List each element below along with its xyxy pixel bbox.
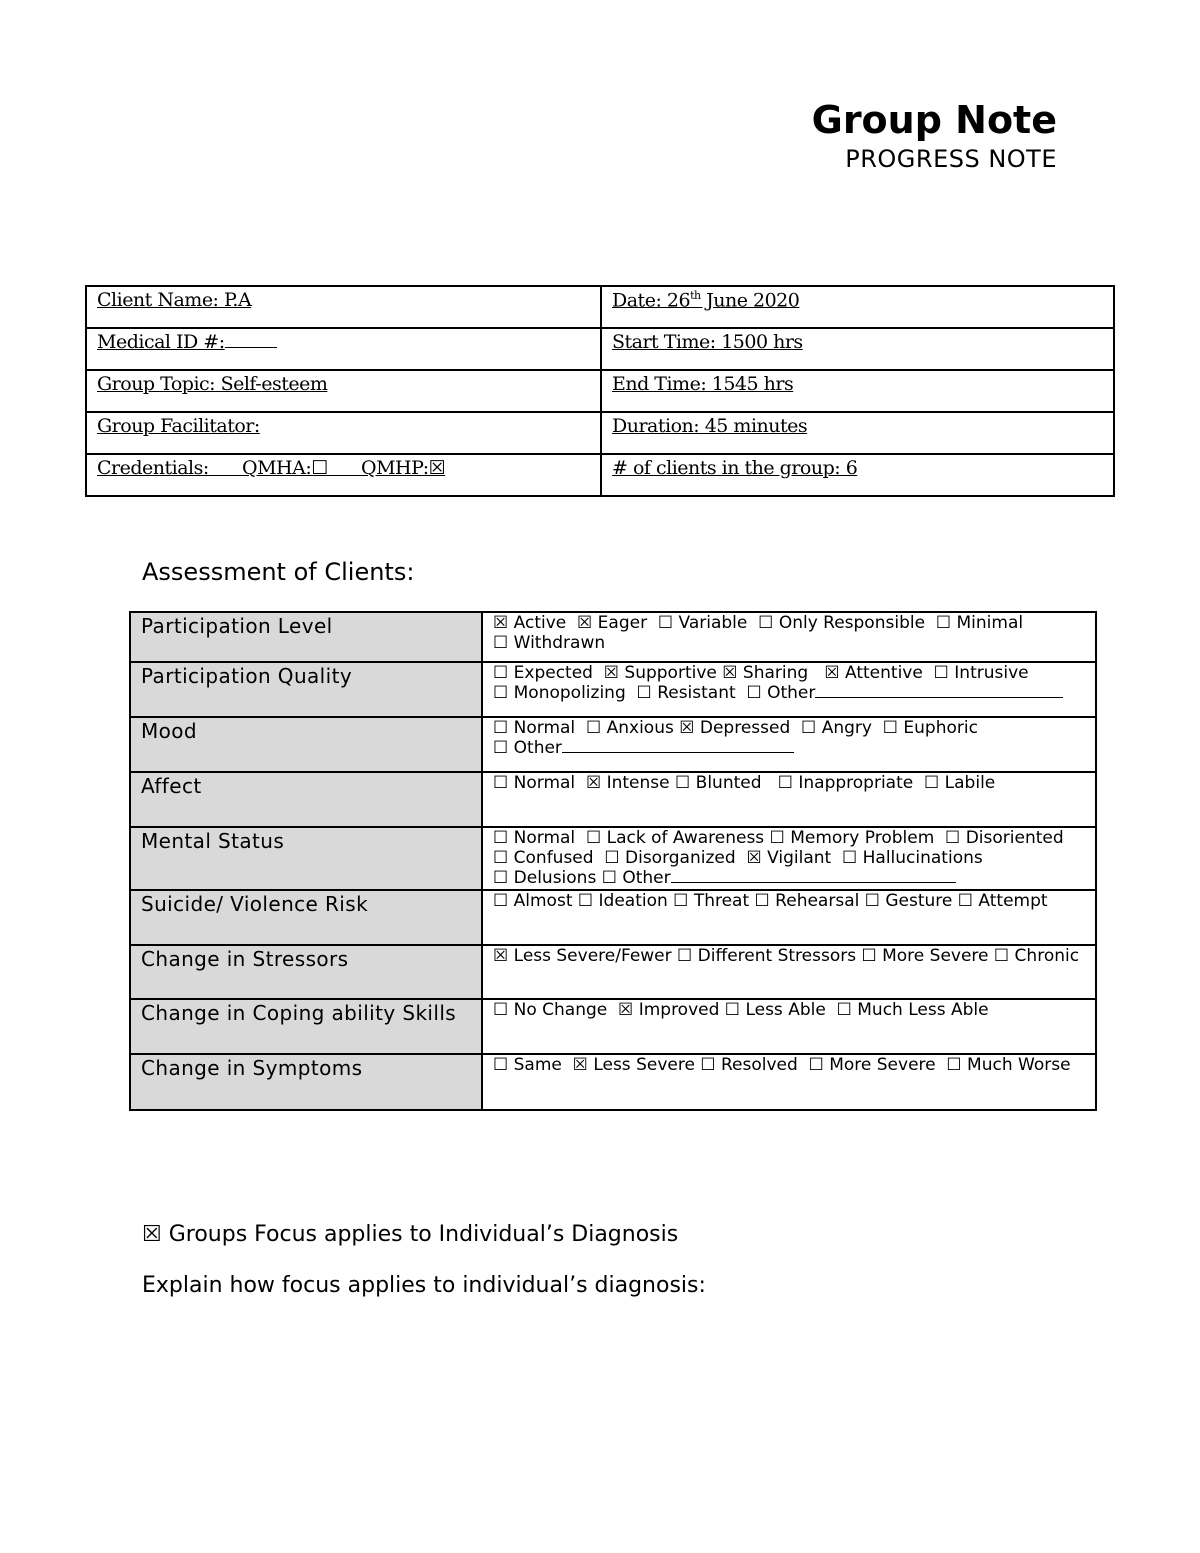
assessment-row-affect [130, 772, 1096, 827]
change-in-stressors-options[interactable]: ☒ Less Severe/Fewer ☐ Different Stressors ☐ More Severe ☐ Chronic [482, 945, 1096, 999]
other-line [815, 683, 1063, 698]
assessment-row-participation-level [130, 612, 1096, 662]
other-line [562, 738, 794, 753]
row-label: Affect [130, 772, 482, 827]
row-label: Participation Level [130, 612, 482, 662]
client-name: Client Name: P.A [97, 289, 252, 311]
start-time-cell[interactable] [601, 328, 1114, 370]
assessment-heading: Assessment of Clients: [142, 558, 415, 586]
group-topic-cell[interactable] [86, 370, 601, 412]
duration: Duration: 45 minutes [612, 415, 808, 437]
assessment-row-change-in-symptoms [130, 1054, 1096, 1110]
assessment-row-change-in-coping [130, 999, 1096, 1054]
row-label: Change in Coping ability Skills [130, 999, 482, 1054]
medical-id: Medical ID #: [97, 331, 225, 353]
start-time: Start Time: 1500 hrs [612, 331, 803, 353]
assessment-row-change-in-stressors [130, 945, 1096, 999]
row-label: Mood [130, 717, 482, 772]
num-clients: # of clients in the group: 6 [612, 457, 858, 479]
explain-prompt: Explain how focus applies to individual’s diagnosis: [142, 1273, 706, 1298]
duration-cell[interactable] [601, 412, 1114, 454]
assessment-row-mood [130, 717, 1096, 772]
row-label: Participation Quality [130, 662, 482, 717]
participation-quality-options[interactable]: ☐ Expected ☒ Supportive ☒ Sharing ☒ Attentive ☐ Intrusive ☐ Monopolizing ☐ Resistant ☐ Other [482, 662, 1096, 717]
suicide-violence-risk-options[interactable]: ☐ Almost ☐ Ideation ☐ Threat ☐ Rehearsal ☐ Gesture ☐ Attempt [482, 890, 1096, 945]
group-topic: Group Topic: Self-esteem [97, 373, 328, 395]
group-focus-checkbox[interactable]: ☒ Groups Focus applies to Individual’s Diagnosis [142, 1222, 679, 1247]
other-line [671, 868, 956, 883]
participation-level-options[interactable]: ☒ Active ☒ Eager ☐ Variable ☐ Only Responsible ☐ Minimal ☐ Withdrawn [482, 612, 1096, 662]
row-label: Change in Stressors [130, 945, 482, 999]
row-label: Suicide/ Violence Risk [130, 890, 482, 945]
credentials: Credentials: QMHA:☐ QMHP:☒ [97, 457, 446, 479]
row-label: Change in Symptoms [130, 1054, 482, 1110]
client-name-cell[interactable] [86, 286, 601, 328]
document-title: Group Note [811, 98, 1057, 142]
change-in-coping-options[interactable]: ☐ No Change ☒ Improved ☐ Less Able ☐ Much Less Able [482, 999, 1096, 1054]
assessment-row-mental-status [130, 827, 1096, 890]
mental-status-options[interactable]: ☐ Normal ☐ Lack of Awareness ☐ Memory Problem ☐ Disoriented ☐ Confused ☐ Disorganized ☒ Vigilant ☐ Hallucinations ☐ Delusions ☐ Other [482, 827, 1096, 890]
row-label: Mental Status [130, 827, 482, 890]
medical-id-cell[interactable] [86, 328, 601, 370]
date-cell[interactable] [601, 286, 1114, 328]
mood-options[interactable]: ☐ Normal ☐ Anxious ☒ Depressed ☐ Angry ☐ Euphoric ☐ Other [482, 717, 1096, 772]
group-facilitator-cell[interactable] [86, 412, 601, 454]
assessment-row-participation-quality [130, 662, 1096, 717]
document-subtitle: PROGRESS NOTE [845, 145, 1057, 173]
group-facilitator: Group Facilitator: [97, 415, 260, 437]
affect-options[interactable]: ☐ Normal ☒ Intense ☐ Blunted ☐ Inappropriate ☐ Labile [482, 772, 1096, 827]
assessment-table [129, 611, 1097, 1111]
assessment-row-suicide-violence-risk [130, 890, 1096, 945]
num-clients-cell[interactable] [601, 454, 1114, 496]
change-in-symptoms-options[interactable]: ☐ Same ☒ Less Severe ☐ Resolved ☐ More Severe ☐ Much Worse [482, 1054, 1096, 1110]
credentials-cell[interactable] [86, 454, 601, 496]
client-info-table [85, 285, 1115, 497]
session-date: Date: 26th June 2020 [612, 289, 800, 312]
end-time-cell[interactable] [601, 370, 1114, 412]
medical-id-blank [225, 347, 277, 348]
end-time: End Time: 1545 hrs [612, 373, 794, 395]
